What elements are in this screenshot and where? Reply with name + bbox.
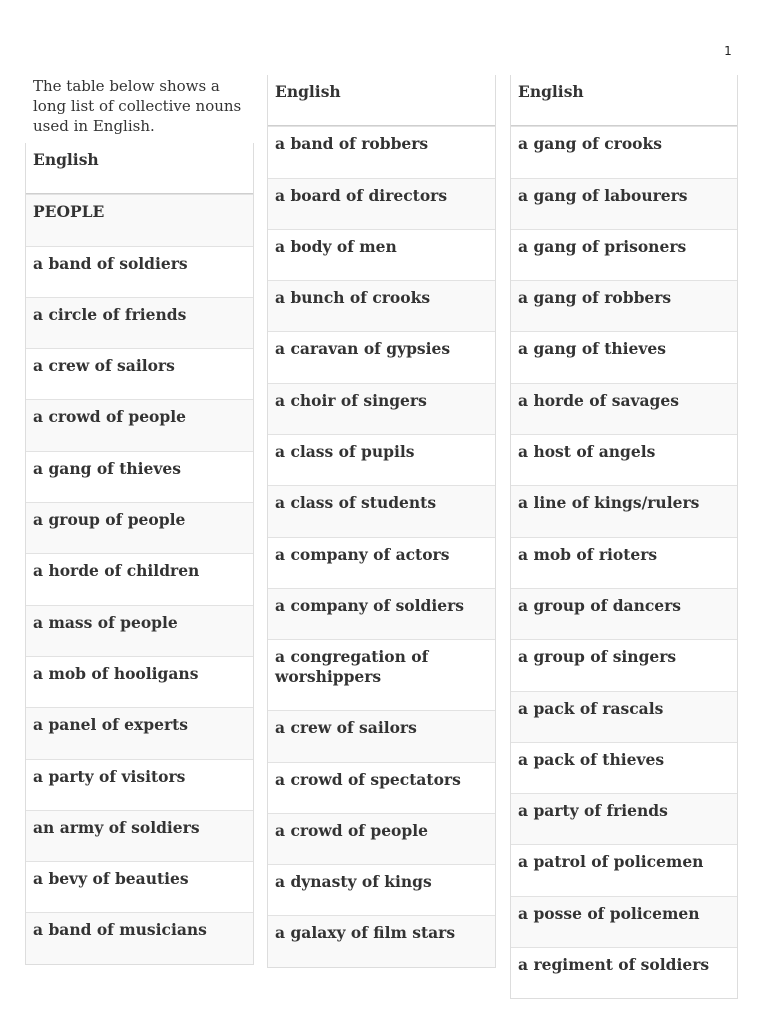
table-row: a mob of hooligans	[26, 656, 253, 707]
table-row: a band of soldiers	[26, 246, 253, 297]
table-row: a crowd of spectators	[268, 762, 495, 813]
column-header: English	[26, 143, 253, 194]
table-row: a panel of experts	[26, 707, 253, 758]
table-row: a crew of sailors	[26, 348, 253, 399]
table-row: a group of people	[26, 502, 253, 553]
table-row: a party of friends	[511, 793, 737, 844]
table-row: a pack of rascals	[511, 691, 737, 742]
table-row: a band of musicians	[26, 912, 253, 963]
table-row: a gang of thieves	[511, 331, 737, 382]
page-number: 1	[724, 44, 732, 58]
table-row: a host of angels	[511, 434, 737, 485]
table-row: a crew of sailors	[268, 710, 495, 761]
table-row: a crowd of people	[26, 399, 253, 450]
table-row: a gang of prisoners	[511, 229, 737, 280]
table-row: a group of singers	[511, 639, 737, 690]
table-row: a gang of thieves	[26, 451, 253, 502]
table-row: a party of visitors	[26, 759, 253, 810]
table-row: a patrol of policemen	[511, 844, 737, 895]
column-header: English	[268, 75, 495, 126]
table-row: a mob of rioters	[511, 537, 737, 588]
table-row: a horde of savages	[511, 383, 737, 434]
column-header: English	[511, 75, 737, 126]
table-row: a board of directors	[268, 178, 495, 229]
table-row: a congregation of worshippers	[268, 639, 495, 710]
table-row: a regiment of soldiers	[511, 947, 737, 998]
table-column-2	[267, 75, 496, 968]
table-row: a caravan of gypsies	[268, 331, 495, 382]
table-row: a bevy of beauties	[26, 861, 253, 912]
table-column-1	[25, 143, 254, 965]
table-row: a posse of policemen	[511, 896, 737, 947]
table-row: a line of kings/rulers	[511, 485, 737, 536]
table-row: a galaxy of film stars	[268, 915, 495, 966]
table-row: a gang of crooks	[511, 126, 737, 177]
table-row: a group of dancers	[511, 588, 737, 639]
table-row: a company of actors	[268, 537, 495, 588]
intro-text: The table below shows a long list of collective nouns used in English.	[33, 77, 242, 135]
table-row: a gang of robbers	[511, 280, 737, 331]
table-row: a mass of people	[26, 605, 253, 656]
table-row: a crowd of people	[268, 813, 495, 864]
table-row: PEOPLE	[26, 194, 253, 245]
table-row: a class of students	[268, 485, 495, 536]
table-row: a band of robbers	[268, 126, 495, 177]
table-column-3	[510, 75, 738, 999]
table-row: a dynasty of kings	[268, 864, 495, 915]
table-row: a class of pupils	[268, 434, 495, 485]
table-row: a circle of friends	[26, 297, 253, 348]
table-row: a gang of labourers	[511, 178, 737, 229]
table-row: a body of men	[268, 229, 495, 280]
table-row: a choir of singers	[268, 383, 495, 434]
table-row: a company of soldiers	[268, 588, 495, 639]
table-row: a bunch of crooks	[268, 280, 495, 331]
table-row: an army of soldiers	[26, 810, 253, 861]
table-row: a horde of children	[26, 553, 253, 604]
table-row: a pack of thieves	[511, 742, 737, 793]
